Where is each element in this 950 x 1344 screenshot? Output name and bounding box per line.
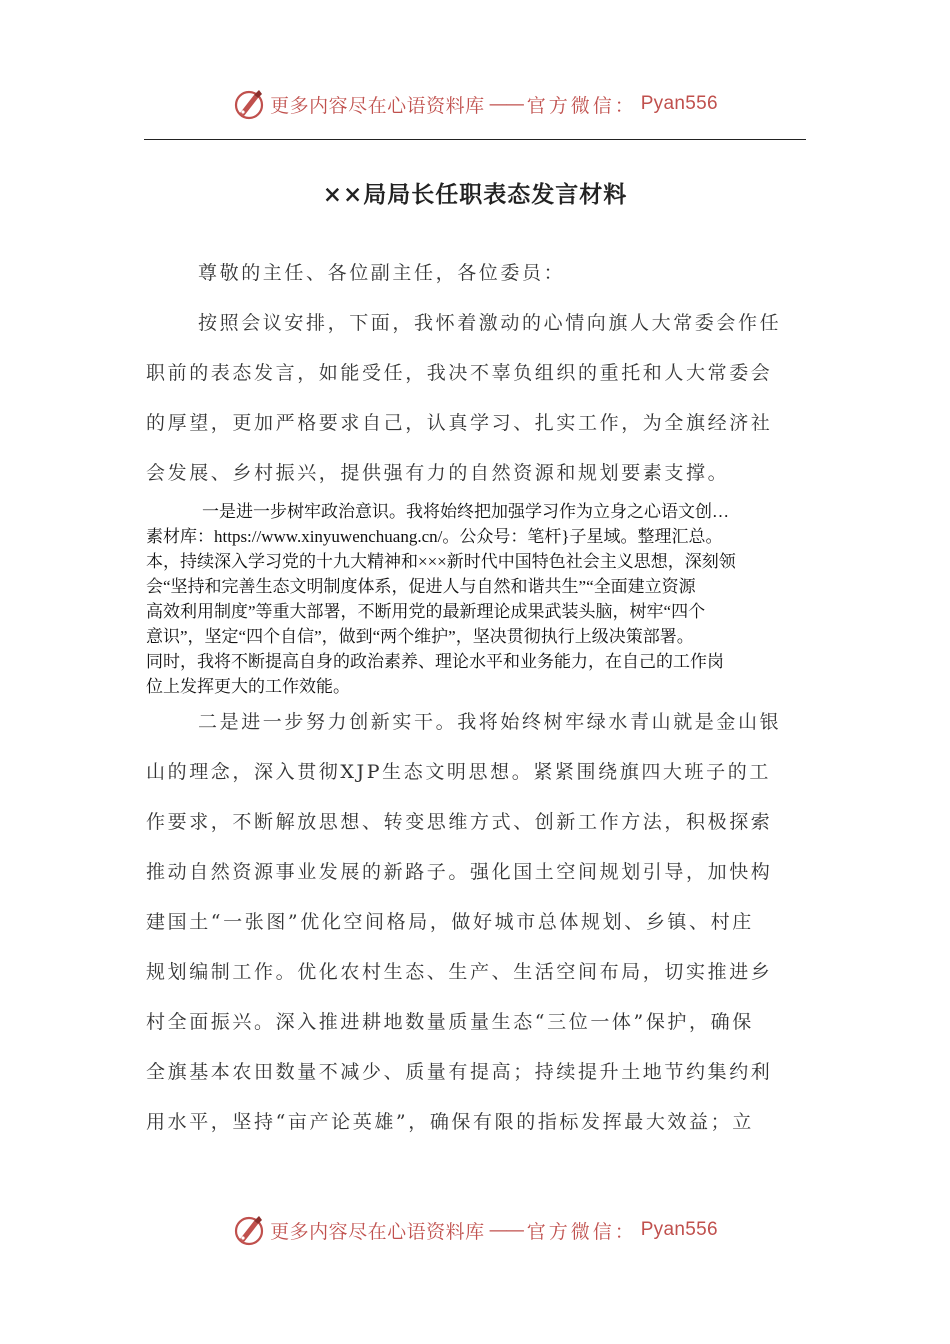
header-divider	[144, 139, 806, 140]
header-separator: ——	[488, 93, 523, 115]
para3-line: 二是进一步努力创新实干。我将始终树牢绿水青山就是金山银	[198, 711, 782, 733]
header-banner	[0, 84, 950, 124]
footer-wechat-label: 官方微信：	[526, 1220, 637, 1243]
footer-brand: 更多内容尽在心语资料库	[270, 1220, 485, 1243]
document-title: ××局局长任职表态发言材料	[322, 181, 628, 208]
header-wechat-label: 官方微信：	[526, 94, 637, 117]
para1-line: 的厚望，更加严格要求自己，认真学习、扎实工作，为全旗经济社	[146, 412, 773, 434]
para3-line: 用水平，坚持“亩产论英雄”，确保有限的指标发挥最大效益；立	[146, 1111, 754, 1133]
para2-line: 一是进一步树牢政治意识。我将始终把加强学习作为立身之心语文创…	[202, 502, 729, 521]
para3-line: 建国土“一张图”优化空间格局，做好城市总体规划、乡镇、村庄	[146, 911, 754, 933]
footer-wechat-id: Pyan556	[640, 1219, 718, 1240]
pen-logo-icon	[232, 87, 266, 121]
pen-logo-icon	[232, 1213, 266, 1247]
footer-separator: ——	[488, 1219, 523, 1241]
para2-line: 位上发挥更大的工作效能。	[146, 677, 350, 696]
footer-banner	[0, 1210, 950, 1250]
para1-line: 职前的表态发言，如能受任，我决不辜负组织的重托和人大常委会	[146, 362, 773, 384]
header-brand: 更多内容尽在心语资料库	[270, 94, 485, 117]
salutation: 尊敬的主任、各位副主任，各位委员：	[198, 262, 566, 284]
para1-line: 按照会议安排，下面，我怀着激动的心情向旗人大常委会作任	[198, 312, 782, 334]
para3-line: 村全面振兴。深入推进耕地数量质量生态“三位一体”保护，确保	[146, 1011, 754, 1033]
para2-line: 会“坚持和完善生态文明制度体系，促进人与自然和谐共生”“全面建立资源	[146, 577, 696, 596]
para3-line: 作要求，不断解放思想、转变思维方式、创新工作方法，积极探索	[146, 811, 773, 833]
para3-line: 推动自然资源事业发展的新路子。强化国土空间规划引导，加快构	[146, 861, 773, 883]
para2-line: 素材库：https://www.xinyuwenchuang.cn/。公众号：笔杆}子星域。整理汇总。	[146, 527, 723, 546]
para3-line: 全旗基本农田数量不减少、质量有提高；持续提升土地节约集约利	[146, 1061, 773, 1083]
para2-line: 本，持续深入学习党的十九大精神和×××新时代中国特色社会主义思想，深刻领	[146, 552, 736, 571]
para1-line: 会发展、乡村振兴，提供强有力的自然资源和规划要素支撑。	[146, 462, 730, 484]
para2-line: 同时，我将不断提高自身的政治素养、理论水平和业务能力，在自己的工作岗	[146, 652, 724, 671]
header-wechat-id: Pyan556	[640, 93, 718, 114]
para3-line: 规划编制工作。优化农村生态、生产、生活空间布局，切实推进乡	[146, 961, 773, 983]
para2-line: 高效利用制度”等重大部署，不断用党的最新理论成果武装头脑，树牢“四个	[146, 602, 706, 621]
para3-line: 山的理念，深入贯彻XJP生态文明思想。紧紧围绕旗四大班子的工	[146, 761, 771, 783]
para2-line: 意识”，坚定“四个自信”，做到“两个维护”，坚决贯彻执行上级决策部署。	[146, 627, 694, 646]
